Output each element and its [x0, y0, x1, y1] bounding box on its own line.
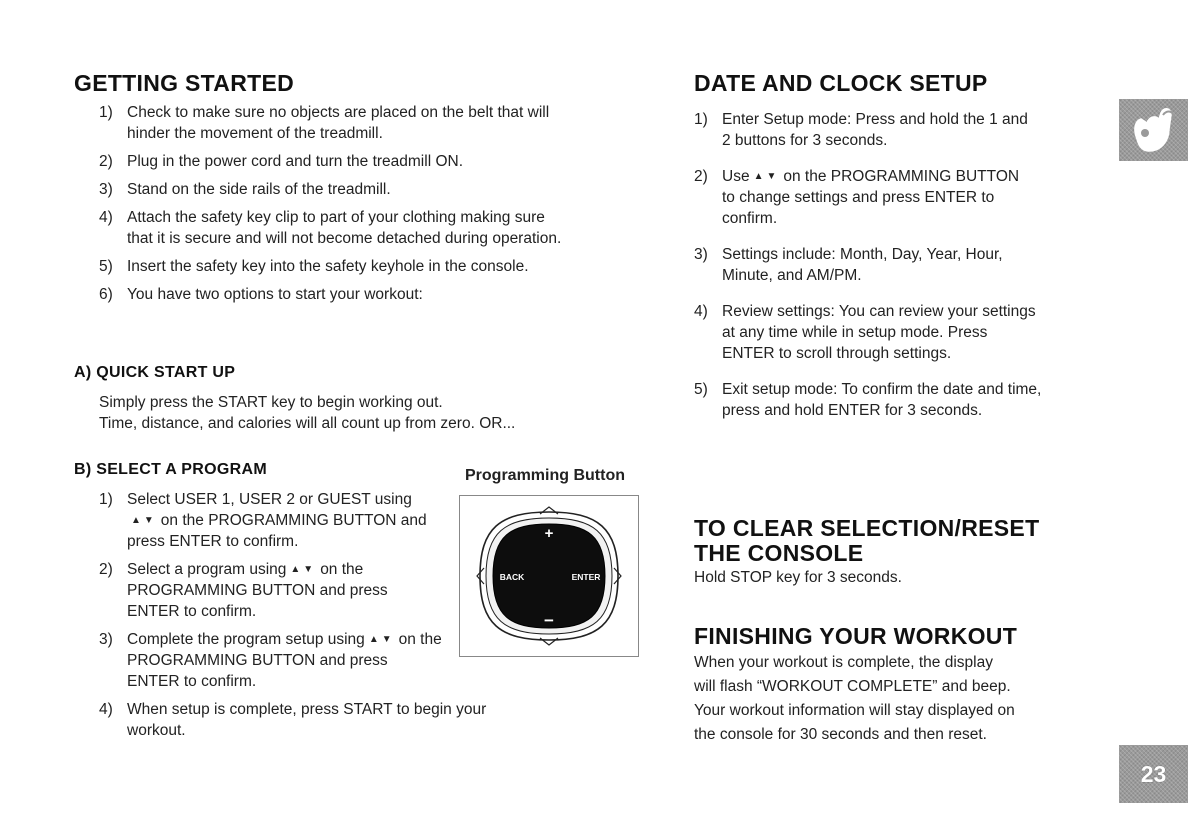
page-number: 23	[1140, 760, 1167, 787]
clear-reset-text: Hold STOP key for 3 seconds.	[694, 569, 902, 586]
list-item: 5) Insert the safety key into the safety keyhole in the console.	[99, 258, 529, 275]
list-item: 2) Plug in the power cord and turn the treadmill ON.	[99, 153, 464, 170]
quick-start-heading: A) QUICK START UP	[74, 364, 236, 381]
programming-button-caption: Programming Button	[465, 467, 625, 484]
getting-started-heading: GETTING STARTED	[74, 70, 295, 96]
select-program-steps	[99, 489, 487, 741]
date-clock-steps	[694, 109, 1062, 421]
minus-icon: −	[544, 611, 554, 630]
select-program-heading: B) SELECT A PROGRAM	[74, 461, 267, 478]
list-item: 3) Stand on the side rails of the treadmill.	[99, 181, 391, 198]
list-item: 6) You have two options to start your workout:	[99, 286, 423, 303]
finishing-text: When your workout is complete, the display will flash “WORKOUT COMPLETE” and beep. Your workout information will stay displayed on the console for 30 seconds and then reset.	[694, 654, 1015, 743]
list-item: 2) Use ▲▼ on the PROGRAMMING BUTTON to change settings and press ENTER to confirm.	[694, 168, 1020, 227]
date-clock-heading: DATE AND CLOCK SETUP	[694, 70, 988, 96]
enter-label: ENTER	[571, 572, 601, 582]
up-down-arrows-icon: ▲▼	[131, 515, 157, 526]
programming-button-illustration	[460, 496, 638, 656]
list-item: 4) Review settings: You can review your settings at any time while in setup mode. Press ENTER to scroll through settings.	[694, 303, 1036, 362]
section-tab	[1119, 99, 1188, 161]
list-item: 5) Exit setup mode: To confirm the date and time, press and hold ENTER for 3 seconds.	[694, 381, 1042, 419]
list-item: 4) When setup is complete, press START to begin your workout.	[99, 701, 487, 739]
list-item: 1) Check to make sure no objects are placed on the belt that will hinder the movement of the treadmill.	[99, 104, 550, 142]
page-number-tab	[1119, 745, 1188, 803]
list-item: 1) Enter Setup mode: Press and hold the 1 and 2 buttons for 3 seconds.	[694, 111, 1028, 149]
list-item: 3) Complete the program setup using ▲▼ on the PROGRAMMING BUTTON and press ENTER to confirm.	[99, 631, 442, 690]
quick-start-text: Simply press the START key to begin working out. Time, distance, and calories will all count up from zero. OR...	[99, 394, 516, 432]
list-item: 1) Select USER 1, USER 2 or GUEST using▲▼ on the PROGRAMMING BUTTON and press ENTER to confirm.	[99, 491, 427, 550]
list-item: 2) Select a program using ▲▼ on the PROGRAMMING BUTTON and press ENTER to confirm.	[99, 561, 388, 620]
up-down-arrows-icon: ▲▼	[290, 564, 317, 575]
up-down-arrows-icon: ▲▼	[368, 634, 395, 645]
hand-pointing-icon	[1119, 99, 1188, 161]
programming-button-figure	[459, 495, 639, 657]
up-down-arrows-icon: ▲▼	[753, 171, 780, 182]
finishing-heading: FINISHING YOUR WORKOUT	[694, 623, 1018, 649]
getting-started-steps	[99, 102, 589, 305]
list-item: 4) Attach the safety key clip to part of your clothing making sure that it is secure and will not become detached during operation.	[99, 209, 562, 247]
list-item: 3) Settings include: Month, Day, Year, Hour, Minute, and AM/PM.	[694, 246, 1003, 284]
back-label: BACK	[499, 572, 525, 582]
clear-reset-heading: TO CLEAR SELECTION/RESET THE CONSOLE	[694, 515, 1040, 566]
plus-icon: +	[544, 525, 554, 542]
